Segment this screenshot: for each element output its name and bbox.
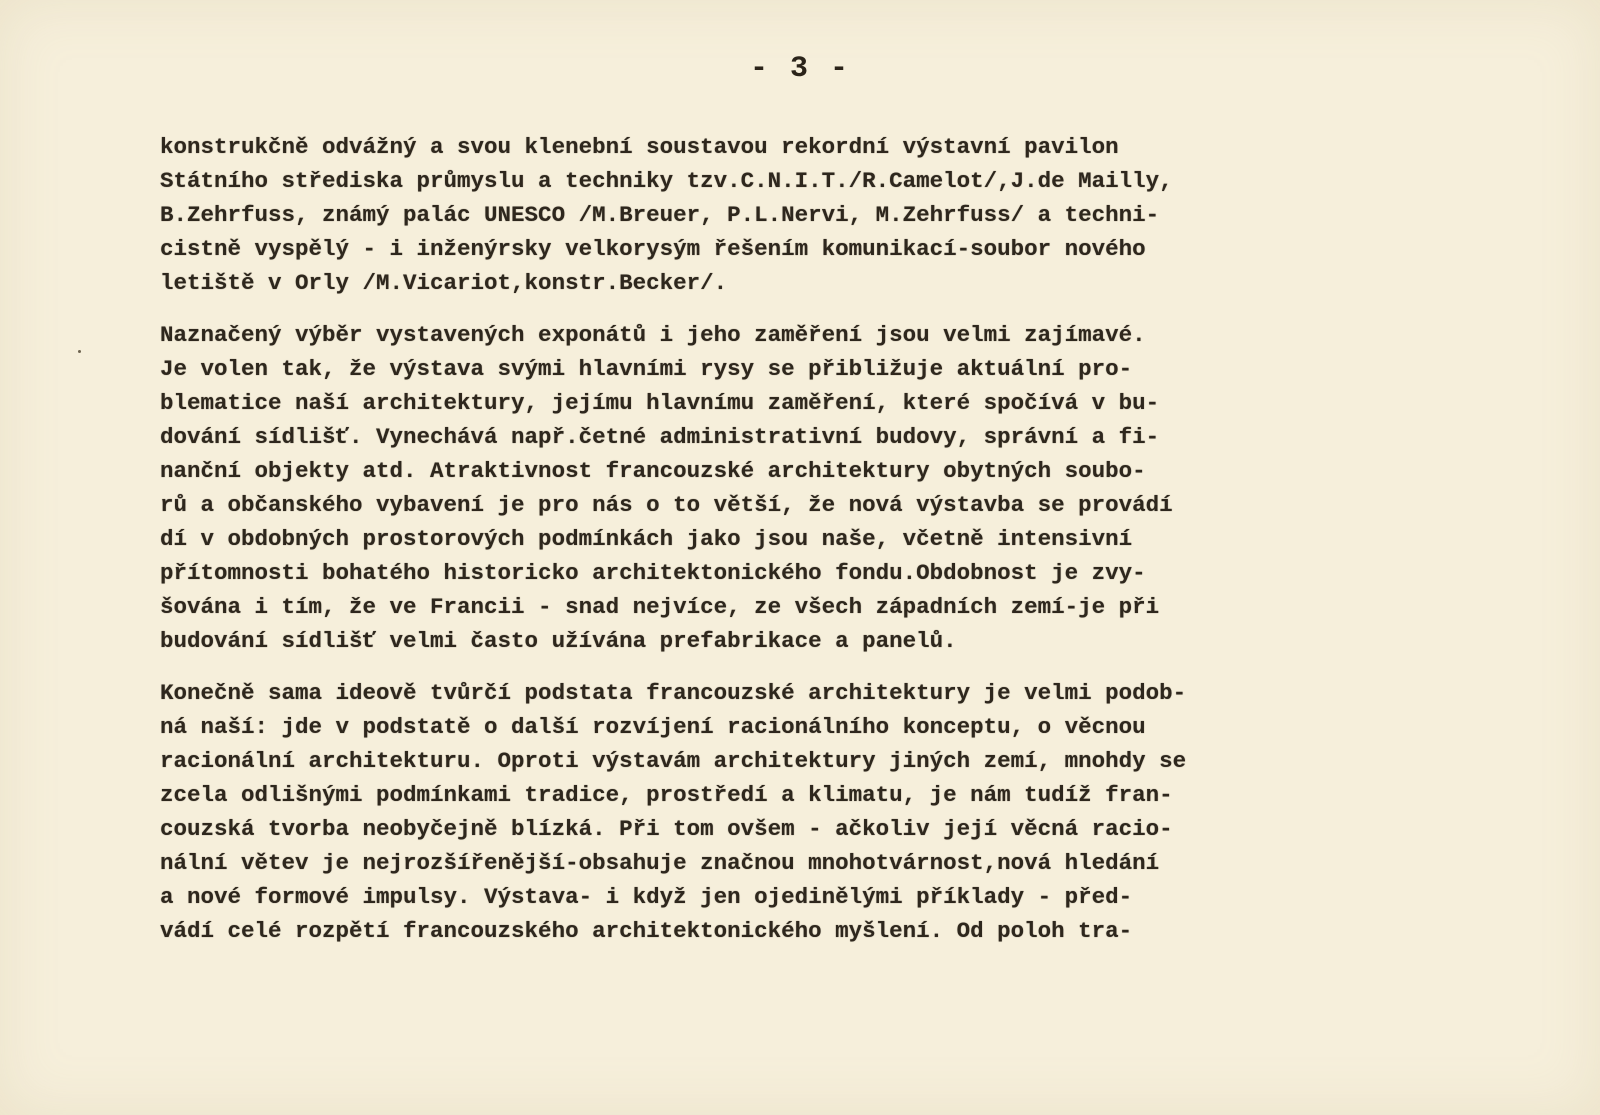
text-line: nální větev je nejrozšířenější-obsahuje značnou mnohotvárnost,nová hledání — [160, 850, 1160, 876]
text-line: dí v obdobných prostorových podmínkách jako jsou naše, včetně intensivní — [160, 526, 1133, 552]
body-text — [160, 130, 1450, 966]
text-line: Konečně sama ideově tvůrčí podstata francouzské architektury je velmi podob- — [160, 680, 1187, 706]
text-line: přítomnosti bohatého historicko architektonického fondu.Obdobnost je zvy- — [160, 560, 1146, 586]
text-line: Naznačený výběr vystavených exponátů i jeho zaměření jsou velmi zajímavé. — [160, 322, 1146, 348]
text-line: letiště v Orly /M.Vicariot,konstr.Becker/. — [160, 270, 728, 296]
text-line: blematice naší architektury, jejímu hlavnímu zaměření, které spočívá v bu- — [160, 390, 1160, 416]
text-line: couzská tvorba neobyčejně blízká. Při tom ovšem - ačkoliv její věcná racio- — [160, 816, 1173, 842]
text-line: ná naší: jde v podstatě o další rozvíjení racionálního konceptu, o věcnou — [160, 714, 1146, 740]
paragraph-2 — [160, 318, 1450, 658]
page-number: - 3 - — [749, 52, 850, 86]
text-line: šována i tím, že ve Francii - snad nejvíce, ze všech západních zemí-je při — [160, 594, 1160, 620]
text-line: Státního střediska průmyslu a techniky tzv.C.N.I.T./R.Camelot/,J.de Mailly, — [160, 168, 1173, 194]
text-line: cistně vyspělý - i inženýrsky velkorysým řešením komunikací-soubor nového — [160, 236, 1146, 262]
text-line: zcela odlišnými podmínkami tradice, prostředí a klimatu, je nám tudíž fran- — [160, 782, 1173, 808]
paragraph-3 — [160, 676, 1450, 948]
margin-speck — [78, 350, 81, 353]
text-line: B.Zehrfuss, známý palác UNESCO /M.Breuer, P.L.Nervi, M.Zehrfuss/ a techni- — [160, 202, 1160, 228]
text-line: konstrukčně odvážný a svou klenební soustavou rekordní výstavní pavilon — [160, 134, 1119, 160]
text-line: racionální architekturu. Oproti výstavám architektury jiných zemí, mnohdy se — [160, 748, 1187, 774]
paragraph-1 — [160, 130, 1450, 300]
text-line: rů a občanského vybavení je pro nás o to větší, že nová výstavba se provádí — [160, 492, 1173, 518]
text-line: dování sídlišť. Vynechává např.četné administrativní budovy, správní a fi- — [160, 424, 1160, 450]
text-line: budování sídlišť velmi často užívána prefabrikace a panelů. — [160, 628, 957, 654]
text-line: vádí celé rozpětí francouzského architektonického myšlení. Od poloh tra- — [160, 918, 1133, 944]
text-line: a nové formové impulsy. Výstava- i když jen ojedinělými příklady - před- — [160, 884, 1133, 910]
text-line: Je volen tak, že výstava svými hlavními rysy se přibližuje aktuální pro- — [160, 356, 1133, 382]
text-line: nanční objekty atd. Atraktivnost francouzské architektury obytných soubo- — [160, 458, 1146, 484]
